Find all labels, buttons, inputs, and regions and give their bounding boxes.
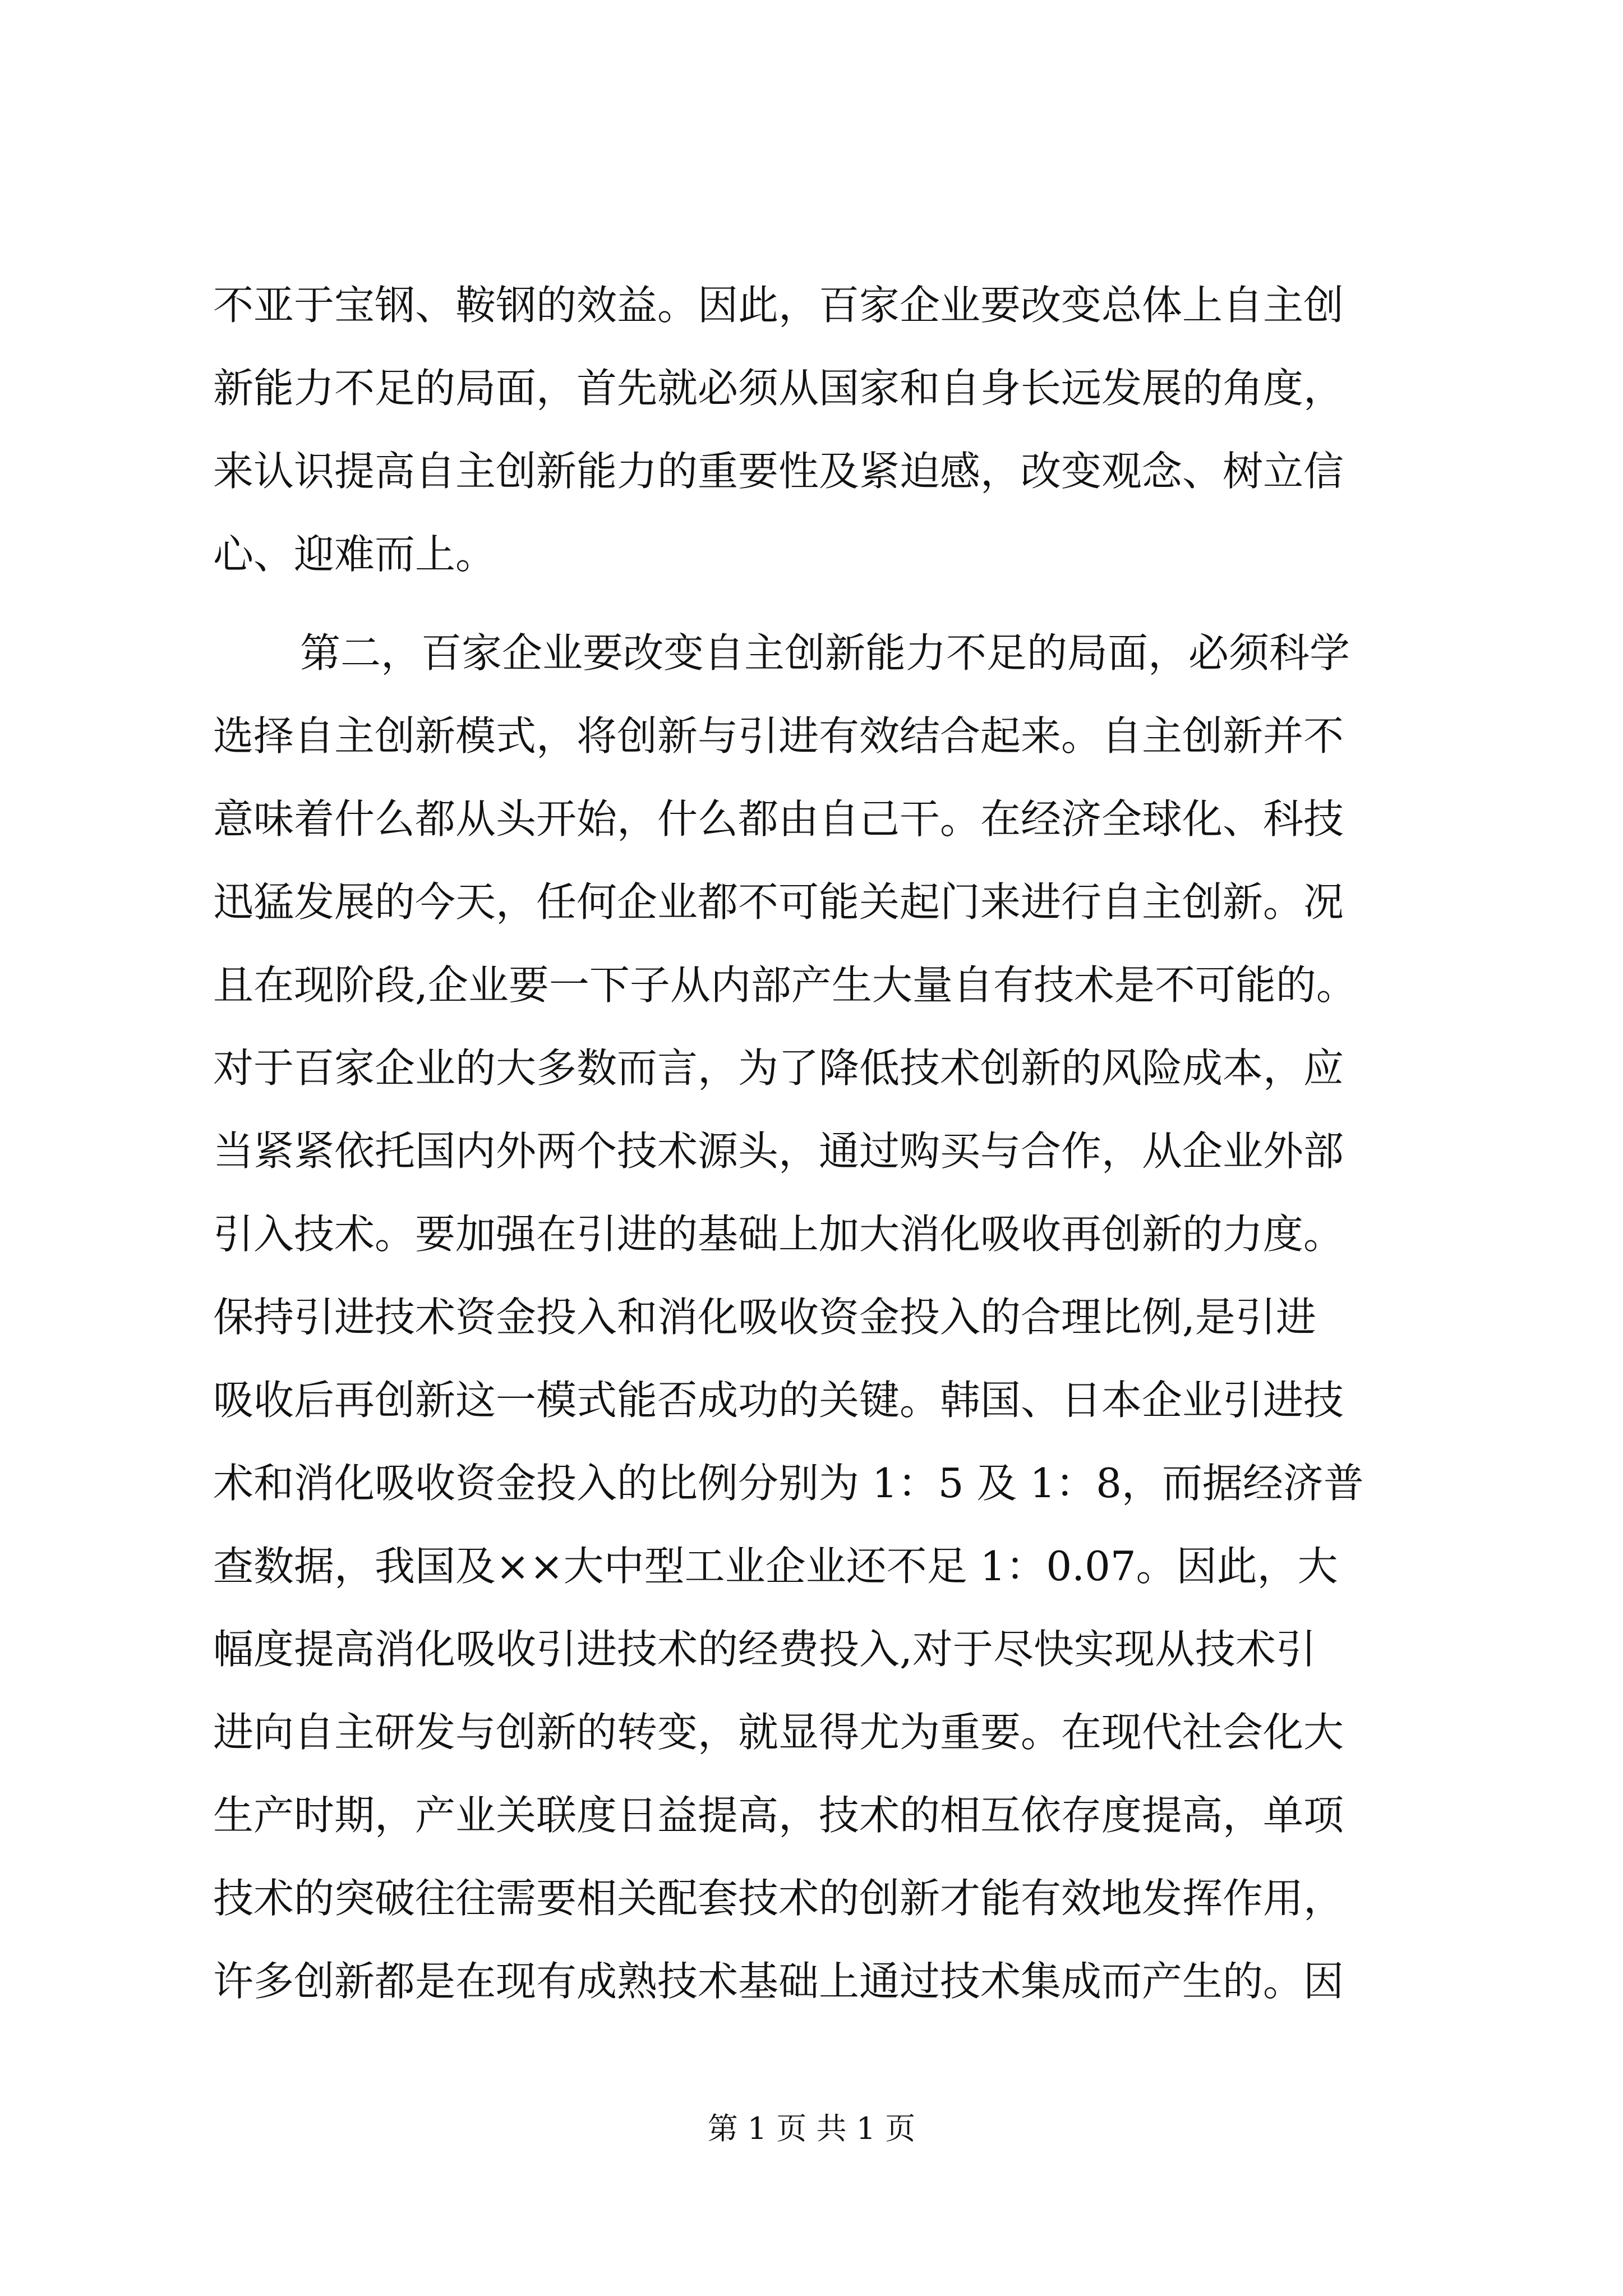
text-line: 查数据，我国及××大中型工业企业还不足 1：0.07。因此，大	[213, 1543, 1338, 1590]
text-line: 引入技术。要加强在引进的基础上加大消化吸收再创新的力度。	[213, 1211, 1344, 1258]
text-line: 吸收后再创新这一模式能否成功的关键。韩国、日本企业引进技	[213, 1377, 1344, 1424]
text-line: 心、迎难而上。	[213, 531, 496, 578]
text-line: 第二，百家企业要改变自主创新能力不足的局面，必须科学	[300, 629, 1350, 677]
text-line: 进向自主研发与创新的转变，就显得尤为重要。在现代社会化大	[213, 1709, 1344, 1756]
text-line: 选择自主创新模式，将创新与引进有效结合起来。自主创新并不	[213, 712, 1344, 760]
text-line: 迅猛发展的今天，任何企业都不可能关起门来进行自主创新。况	[213, 878, 1344, 926]
text-line: 新能力不足的局面，首先就必须从国家和自身长远发展的角度，	[213, 365, 1344, 412]
text-line: 不亚于宝钢、鞍钢的效益。因此，百家企业要改变总体上自主创	[213, 282, 1344, 329]
text-line: 意味着什么都从头开始，什么都由自己干。在经济全球化、科技	[213, 795, 1344, 843]
text-line: 技术的突破往往需要相关配套技术的创新才能有效地发挥作用，	[213, 1875, 1344, 1922]
text-line: 生产时期，产业关联度日益提高，技术的相互依存度提高，单项	[213, 1792, 1344, 1839]
text-line: 保持引进技术资金投入和消化吸收资金投入的合理比例,是引进	[213, 1294, 1316, 1341]
text-line: 许多创新都是在现有成熟技术基础上通过技术集成而产生的。因	[213, 1958, 1344, 2005]
text-line: 术和消化吸收资金投入的比例分别为 1：5 及 1：8，而据经济普	[213, 1460, 1364, 1507]
page-footer: 第 1 页 共 1 页	[707, 2111, 916, 2146]
text-line: 当紧紧依托国内外两个技术源头，通过购买与合作，从企业外部	[213, 1128, 1344, 1175]
text-line: 且在现阶段,企业要一下子从内部产生大量自有技术是不可能的。	[213, 961, 1357, 1009]
text-line: 幅度提高消化吸收引进技术的经费投入,对于尽快实现从技术引	[213, 1626, 1316, 1673]
text-line: 来认识提高自主创新能力的重要性及紧迫感，改变观念、树立信	[213, 448, 1344, 495]
text-line: 对于百家企业的大多数而言，为了降低技术创新的风险成本，应	[213, 1045, 1344, 1092]
